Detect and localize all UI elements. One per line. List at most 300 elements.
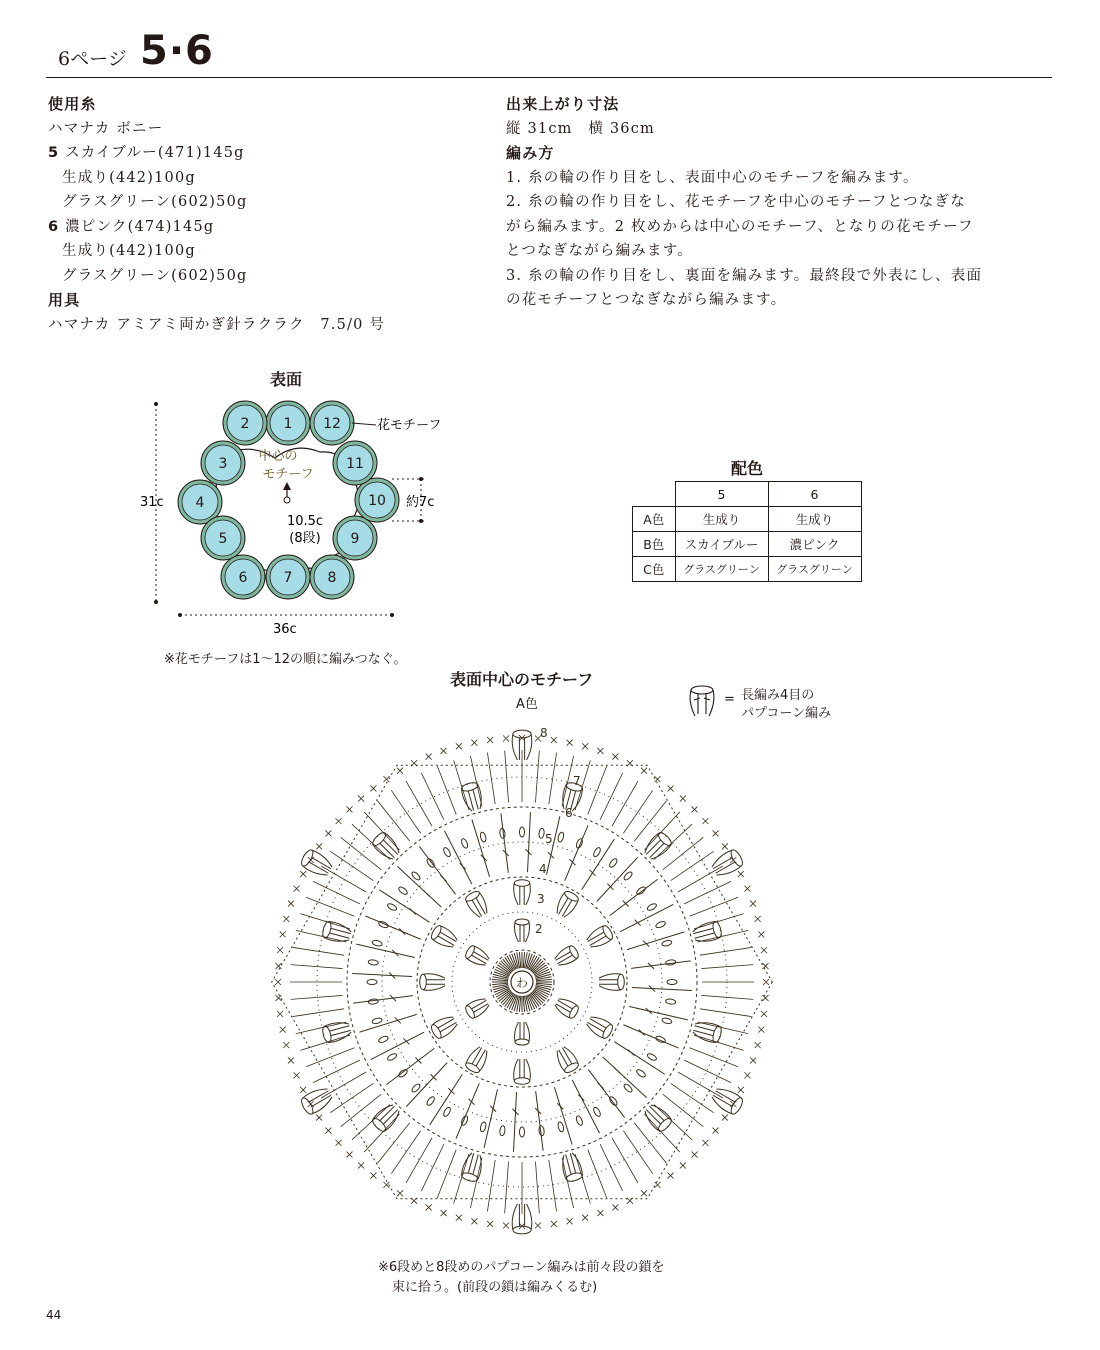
yarn-brand: ハマナカ ボニー bbox=[48, 120, 164, 137]
stitch-outer-fan bbox=[364, 1114, 399, 1152]
stitch-bar bbox=[597, 1083, 603, 1089]
stitch-fan bbox=[629, 1006, 687, 1019]
chain-stitch bbox=[368, 959, 379, 965]
set6-number: 6 bbox=[48, 218, 60, 235]
row-label: B色 bbox=[633, 532, 676, 557]
chain-stitch bbox=[479, 1121, 486, 1132]
single-crochet bbox=[336, 1140, 342, 1146]
method-line-5: 3. 糸の輪の作り目をし、裏面を編みます。最終段で外表にし、表面 bbox=[506, 267, 983, 284]
method-line-4: とつなぎながら編みます。 bbox=[506, 243, 693, 259]
stitch-outer-fan bbox=[377, 801, 409, 842]
svg-text:10: 10 bbox=[368, 493, 386, 509]
stitch-outer-fan bbox=[701, 995, 753, 999]
single-crochet bbox=[283, 1042, 289, 1048]
chart-note-2: 束に拾う。(前段の鎖は編みくるむ) bbox=[392, 1280, 598, 1295]
stitch-outer-fan bbox=[291, 965, 343, 969]
set5-yarn-3: グラスグリーン(602)50g bbox=[62, 194, 248, 210]
stitch-bar bbox=[635, 920, 641, 926]
stitch-outer-fan bbox=[562, 1157, 574, 1208]
single-crochet bbox=[655, 776, 661, 782]
stitch-outer-fan bbox=[391, 790, 420, 833]
stitch-outer-fan bbox=[470, 756, 482, 807]
popcorn-stitch-icon bbox=[682, 684, 726, 720]
single-crochet bbox=[730, 1101, 736, 1107]
stitch-bar bbox=[614, 1067, 620, 1073]
single-crochet bbox=[283, 916, 289, 922]
single-crochet bbox=[758, 931, 764, 937]
stitch-fan bbox=[554, 1087, 572, 1144]
chain-stitch bbox=[426, 858, 436, 869]
single-crochet bbox=[370, 785, 376, 791]
center-size: 10.5c bbox=[286, 514, 324, 529]
single-crochet bbox=[567, 1218, 573, 1224]
center-motif-chart bbox=[255, 725, 795, 1245]
single-crochet bbox=[471, 740, 477, 746]
center-label-2: モチーフ bbox=[262, 467, 314, 482]
set5-yarn-2: 生成り(442)100g bbox=[62, 169, 196, 186]
single-crochet bbox=[551, 737, 557, 743]
single-crochet bbox=[722, 1115, 728, 1121]
single-crochet bbox=[750, 901, 756, 907]
single-crochet bbox=[627, 1198, 633, 1204]
cell-5: グラスグリーン bbox=[675, 557, 768, 582]
single-crochet bbox=[641, 1190, 647, 1196]
single-crochet bbox=[597, 748, 603, 754]
flower-motif-label: 花モチーフ bbox=[377, 418, 442, 433]
single-crochet bbox=[280, 1027, 286, 1033]
svg-text:11: 11 bbox=[346, 456, 364, 472]
popcorn-stitch bbox=[514, 880, 531, 905]
stitch-bar bbox=[410, 908, 416, 914]
page-reference: 6ページ bbox=[58, 48, 127, 70]
popcorn-stitch bbox=[559, 1152, 584, 1183]
svg-text:4: 4 bbox=[195, 495, 205, 511]
stitch-bar bbox=[395, 1017, 401, 1023]
chain-stitch bbox=[387, 1052, 398, 1061]
svg-text:3: 3 bbox=[218, 456, 228, 472]
color-table-col-6: 6 bbox=[768, 482, 861, 507]
row-label: C色 bbox=[633, 557, 676, 582]
single-crochet bbox=[761, 1011, 767, 1017]
set5-number: 5 bbox=[48, 145, 60, 161]
stitch-outer-fan bbox=[364, 812, 399, 850]
stitch-outer-fan bbox=[663, 1094, 704, 1126]
single-crochet bbox=[294, 886, 300, 892]
single-crochet bbox=[597, 1210, 603, 1216]
stitch-fan bbox=[371, 1032, 424, 1059]
stitch-bar bbox=[639, 1030, 645, 1036]
single-crochet bbox=[762, 995, 768, 1001]
single-crochet bbox=[397, 1190, 403, 1196]
stitch-outer-fan bbox=[694, 1035, 744, 1050]
chain-stitch bbox=[575, 838, 583, 849]
single-crochet bbox=[755, 916, 761, 922]
chain-stitch bbox=[592, 847, 601, 858]
yarn-heading: 使用糸 bbox=[48, 95, 97, 113]
chart-note-1: ※6段めと8段めのパプコーン編みは前々段の鎖を bbox=[378, 1260, 665, 1275]
table-row bbox=[633, 532, 862, 557]
set6-line-1 bbox=[48, 215, 385, 240]
popcorn-stitch bbox=[692, 1019, 723, 1044]
stitch-outer-fan bbox=[654, 824, 692, 859]
stitch-outer-fan bbox=[701, 965, 753, 969]
single-crochet bbox=[692, 806, 698, 812]
svg-text:7: 7 bbox=[283, 570, 293, 586]
table-row bbox=[633, 557, 862, 582]
stitch-outer-fan bbox=[391, 1131, 420, 1174]
stitch-outer-fan bbox=[300, 914, 350, 929]
chain-stitch bbox=[520, 827, 525, 837]
method-section bbox=[506, 92, 982, 313]
stitch-outer-fan bbox=[505, 1161, 509, 1213]
legend-equals: = bbox=[724, 692, 735, 707]
popcorn-stitch bbox=[585, 924, 615, 951]
stitch-outer-fan bbox=[697, 1022, 748, 1034]
stitch-outer-fan bbox=[654, 1104, 692, 1139]
stitch-fan bbox=[472, 820, 490, 877]
popcorn-stitch bbox=[553, 1045, 580, 1075]
single-crochet bbox=[275, 979, 281, 985]
chain-stitch bbox=[442, 1106, 451, 1117]
single-crochet bbox=[280, 931, 286, 937]
stitch-outer-fan bbox=[487, 753, 495, 804]
stitch-outer-fan bbox=[634, 1123, 666, 1164]
stitch-fan bbox=[356, 944, 414, 957]
chain-stitch bbox=[646, 1052, 657, 1061]
single-crochet bbox=[744, 1072, 750, 1078]
single-crochet bbox=[668, 785, 674, 791]
flower-motif-12 bbox=[310, 401, 354, 445]
chain-stitch bbox=[661, 939, 672, 946]
magic-ring-label: わ bbox=[515, 976, 529, 990]
chain-stitch bbox=[367, 980, 377, 985]
stitch-bar bbox=[578, 1095, 584, 1101]
chain-stitch bbox=[378, 920, 389, 928]
stitch-outer-fan bbox=[535, 1161, 539, 1213]
width-label: 36c bbox=[273, 622, 297, 637]
popcorn-stitch bbox=[464, 995, 491, 1020]
popcorn-stitch bbox=[420, 974, 445, 991]
single-crochet bbox=[397, 768, 403, 774]
single-crochet bbox=[738, 1087, 744, 1093]
single-crochet bbox=[277, 1011, 283, 1017]
chain-stitch bbox=[398, 1068, 409, 1078]
stitch-outer-fan bbox=[671, 1083, 714, 1112]
single-crochet bbox=[612, 1204, 618, 1210]
stitch-outer-fan bbox=[306, 1048, 354, 1067]
chain-stitch bbox=[520, 1127, 525, 1137]
finish-heading: 出来上がり寸法 bbox=[506, 95, 620, 113]
stitch-outer-fan bbox=[454, 760, 469, 810]
single-crochet bbox=[551, 1221, 557, 1227]
stitch-outer-fan bbox=[663, 837, 704, 869]
popcorn-stitch bbox=[599, 974, 624, 991]
single-crochet bbox=[294, 1072, 300, 1078]
chain-stitch bbox=[557, 832, 564, 843]
stitch-outer-fan bbox=[588, 766, 607, 814]
single-crochet bbox=[426, 1204, 432, 1210]
single-crochet bbox=[730, 857, 736, 863]
stitch-fan bbox=[444, 831, 471, 884]
stitch-outer-fan bbox=[293, 1009, 344, 1017]
popcorn-stitch bbox=[514, 919, 529, 942]
cell-5: 生成り bbox=[675, 507, 768, 532]
single-crochet bbox=[761, 947, 767, 953]
single-crochet bbox=[627, 760, 633, 766]
single-crochet bbox=[762, 963, 768, 969]
set6-yarn-1: 濃ピンク(474)145g bbox=[65, 218, 215, 235]
single-crochet bbox=[456, 1215, 462, 1221]
stitch-bar bbox=[643, 941, 649, 947]
stitch-outer-fan bbox=[634, 801, 666, 842]
single-crochet bbox=[750, 1057, 756, 1063]
single-crochet bbox=[276, 963, 282, 969]
popcorn-stitch bbox=[321, 920, 352, 945]
center-chart-title: 表面中心のモチーフ bbox=[450, 670, 594, 689]
flower-motif-1 bbox=[266, 401, 310, 445]
popcorn-stitch bbox=[370, 830, 402, 862]
single-crochet bbox=[668, 1173, 674, 1179]
round-label-6: 6 bbox=[565, 806, 573, 820]
stitch-fan bbox=[632, 987, 692, 990]
stitch-outer-fan bbox=[437, 766, 456, 814]
row-label: A色 bbox=[633, 507, 676, 532]
chain-stitch bbox=[398, 886, 409, 896]
chain-stitch bbox=[538, 828, 544, 839]
single-crochet bbox=[346, 806, 352, 812]
stitch-outer-fan bbox=[377, 1123, 409, 1164]
color-table-title: 配色 bbox=[731, 459, 764, 478]
stitch-fan bbox=[623, 1025, 678, 1048]
color-table-header bbox=[633, 482, 862, 507]
flower-motif-6 bbox=[221, 555, 265, 599]
single-crochet bbox=[680, 796, 686, 802]
color-table bbox=[632, 481, 862, 582]
single-crochet bbox=[336, 818, 342, 824]
stitch-fan bbox=[501, 813, 508, 873]
stitch-outer-fan bbox=[470, 1157, 482, 1208]
popcorn-stitch bbox=[464, 889, 491, 919]
chain-stitch bbox=[442, 847, 451, 858]
single-crochet bbox=[641, 768, 647, 774]
chain-stitch bbox=[426, 1096, 436, 1107]
single-crochet bbox=[277, 947, 283, 953]
stitch-fan bbox=[620, 904, 673, 931]
round-label-5: 5 bbox=[545, 832, 553, 846]
stitch-outer-fan bbox=[644, 812, 679, 850]
stitch-bar bbox=[468, 1099, 474, 1105]
single-crochet bbox=[346, 1152, 352, 1158]
chain-stitch bbox=[499, 1125, 505, 1136]
stitch-outer-fan bbox=[437, 1150, 456, 1198]
single-crochet bbox=[738, 871, 744, 877]
cell-6: 生成り bbox=[768, 507, 861, 532]
single-crochet bbox=[411, 760, 417, 766]
stitch-fan bbox=[631, 961, 691, 968]
header-rule bbox=[46, 77, 1052, 78]
single-crochet bbox=[744, 886, 750, 892]
stitch-outer-fan bbox=[341, 1094, 382, 1126]
legend-line-1: 長編み4目の bbox=[741, 688, 815, 703]
popcorn-stitch bbox=[585, 1013, 615, 1040]
single-crochet bbox=[755, 1042, 761, 1048]
layout-diagram bbox=[130, 390, 460, 640]
round-label-3: 3 bbox=[537, 892, 545, 906]
chain-stitch bbox=[608, 858, 618, 869]
layout-diagram-title: 表面 bbox=[270, 370, 303, 389]
popcorn-stitch bbox=[692, 920, 723, 945]
stitch-bar bbox=[403, 1038, 409, 1044]
single-crochet bbox=[702, 818, 708, 824]
single-crochet bbox=[456, 743, 462, 749]
stitch-outer-fan bbox=[487, 1160, 495, 1211]
popcorn-stitch bbox=[321, 1019, 352, 1044]
single-crochet bbox=[713, 1128, 719, 1134]
single-crochet bbox=[426, 754, 432, 760]
popcorn-stitch bbox=[370, 1101, 402, 1133]
single-crochet bbox=[441, 1210, 447, 1216]
flower-motif-10 bbox=[355, 478, 399, 522]
single-crochet bbox=[325, 1128, 331, 1134]
popcorn-stitch bbox=[464, 944, 491, 969]
stitch-fan bbox=[572, 1080, 599, 1133]
stitch-bar bbox=[448, 1088, 454, 1094]
single-crochet bbox=[316, 1115, 322, 1121]
single-crochet bbox=[758, 1027, 764, 1033]
chain-stitch bbox=[665, 998, 676, 1004]
single-crochet bbox=[276, 995, 282, 1001]
stitch-fan bbox=[565, 825, 588, 880]
single-crochet bbox=[692, 1152, 698, 1158]
svg-text:12: 12 bbox=[323, 416, 341, 432]
layout-note: ※花モチーフは1～12の順に編みつなぐ。 bbox=[164, 652, 407, 667]
stitch-bar bbox=[399, 928, 405, 934]
chain-stitch bbox=[636, 1068, 647, 1078]
stitch-outer-fan bbox=[623, 1131, 652, 1174]
method-line-2: 2. 糸の輪の作り目をし、花モチーフを中心のモチーフとつなぎな bbox=[506, 194, 966, 210]
stitch-outer-fan bbox=[300, 1035, 350, 1050]
set6-yarn-2: 生成り(442)100g bbox=[62, 243, 196, 259]
stitch-fan bbox=[360, 1014, 417, 1032]
cell-6: グラスグリーン bbox=[768, 557, 861, 582]
stitch-fan bbox=[365, 916, 420, 939]
single-crochet bbox=[655, 1182, 661, 1188]
stitch-bar bbox=[481, 855, 487, 861]
single-crochet bbox=[503, 736, 509, 742]
popcorn-stitch bbox=[460, 781, 485, 812]
color-table-col-5: 5 bbox=[675, 482, 768, 507]
single-crochet bbox=[288, 901, 294, 907]
popcorn-stitch bbox=[553, 995, 580, 1020]
single-crochet bbox=[567, 740, 573, 746]
flower-motif-9 bbox=[333, 516, 377, 560]
set6-yarn-3: グラスグリーン(602)50g bbox=[62, 267, 248, 284]
chain-stitch bbox=[460, 1115, 468, 1126]
stitch-outer-fan bbox=[700, 947, 751, 955]
stitch-outer-fan bbox=[549, 1160, 557, 1211]
stitch-outer-fan bbox=[549, 753, 557, 804]
chain-stitch bbox=[479, 832, 486, 843]
popcorn-stitch bbox=[429, 924, 459, 951]
popcorn-stitch bbox=[429, 1013, 459, 1040]
chain-stitch bbox=[646, 902, 657, 911]
single-crochet bbox=[535, 1222, 541, 1228]
single-crochet bbox=[680, 1162, 686, 1168]
chain-stitch bbox=[387, 902, 398, 911]
stitch-outer-fan bbox=[352, 1104, 390, 1139]
stitch-outer-fan bbox=[293, 947, 344, 955]
svg-text:5: 5 bbox=[218, 531, 228, 547]
chain-stitch bbox=[575, 1115, 583, 1126]
stitch-outer-fan bbox=[588, 1150, 607, 1198]
method-line-1: 1. 糸の輪の作り目をし、表面中心のモチーフを編みます。 bbox=[506, 169, 919, 186]
legend-line-2: パプコーン編み bbox=[741, 706, 832, 721]
chain-stitch bbox=[608, 1096, 618, 1107]
single-crochet bbox=[713, 830, 719, 836]
stitch-bar bbox=[557, 1103, 563, 1109]
flower-motif-5 bbox=[201, 516, 245, 560]
stitch-bar bbox=[590, 870, 596, 876]
single-crochet bbox=[612, 754, 618, 760]
flower-motif-7 bbox=[266, 555, 310, 599]
single-crochet bbox=[383, 776, 389, 782]
stitch-fan bbox=[627, 932, 684, 950]
stitch-fan bbox=[353, 996, 413, 1003]
flower-motif-2 bbox=[223, 401, 267, 445]
stitch-fan bbox=[536, 1091, 543, 1151]
single-crochet bbox=[325, 830, 331, 836]
cell-6: 濃ピンク bbox=[768, 532, 861, 557]
chain-stitch bbox=[661, 1017, 672, 1024]
popcorn-stitch bbox=[460, 1152, 485, 1183]
single-crochet bbox=[308, 1101, 314, 1107]
stitch-bar bbox=[441, 875, 447, 881]
single-crochet bbox=[763, 979, 769, 985]
stitch-outer-fan bbox=[505, 751, 509, 803]
single-crochet bbox=[722, 843, 728, 849]
round-label-7: 7 bbox=[573, 774, 581, 788]
pattern-numbers: 5·6 bbox=[140, 28, 214, 74]
stitch-outer-fan bbox=[700, 1009, 751, 1017]
flower-motif-3 bbox=[201, 441, 245, 485]
flower-motif-8 bbox=[310, 555, 354, 599]
stitch-outer-fan bbox=[623, 790, 652, 833]
stitch-outer-fan bbox=[454, 1154, 469, 1204]
stitch-outer-fan bbox=[575, 1154, 590, 1204]
chain-stitch bbox=[372, 1017, 383, 1024]
popcorn-stitch bbox=[553, 889, 580, 919]
chain-stitch bbox=[655, 1035, 666, 1043]
set5-yarn-1: スカイブルー(471)145g bbox=[65, 145, 245, 161]
chain-stitch bbox=[655, 920, 666, 928]
stitch-outer-fan bbox=[291, 995, 343, 999]
popcorn-stitch bbox=[641, 830, 673, 862]
chain-stitch bbox=[636, 886, 647, 896]
stitch-bar bbox=[628, 1050, 634, 1056]
single-crochet bbox=[316, 843, 322, 849]
single-crochet bbox=[582, 1215, 588, 1221]
motif-size-label: 約7c bbox=[406, 495, 435, 510]
chain-stitch bbox=[372, 939, 383, 946]
chain-stitch bbox=[592, 1106, 601, 1117]
stitch-outer-fan bbox=[671, 851, 714, 880]
method-line-3: がら編みます。2 枚めからは中心のモチーフ、となりの花モチーフ bbox=[506, 218, 974, 235]
tools-heading: 用具 bbox=[48, 291, 81, 309]
stitch-outer-fan bbox=[330, 1083, 373, 1112]
stitch-outer-fan bbox=[690, 897, 738, 916]
popcorn-stitch bbox=[514, 1059, 531, 1084]
single-crochet bbox=[503, 1222, 509, 1228]
